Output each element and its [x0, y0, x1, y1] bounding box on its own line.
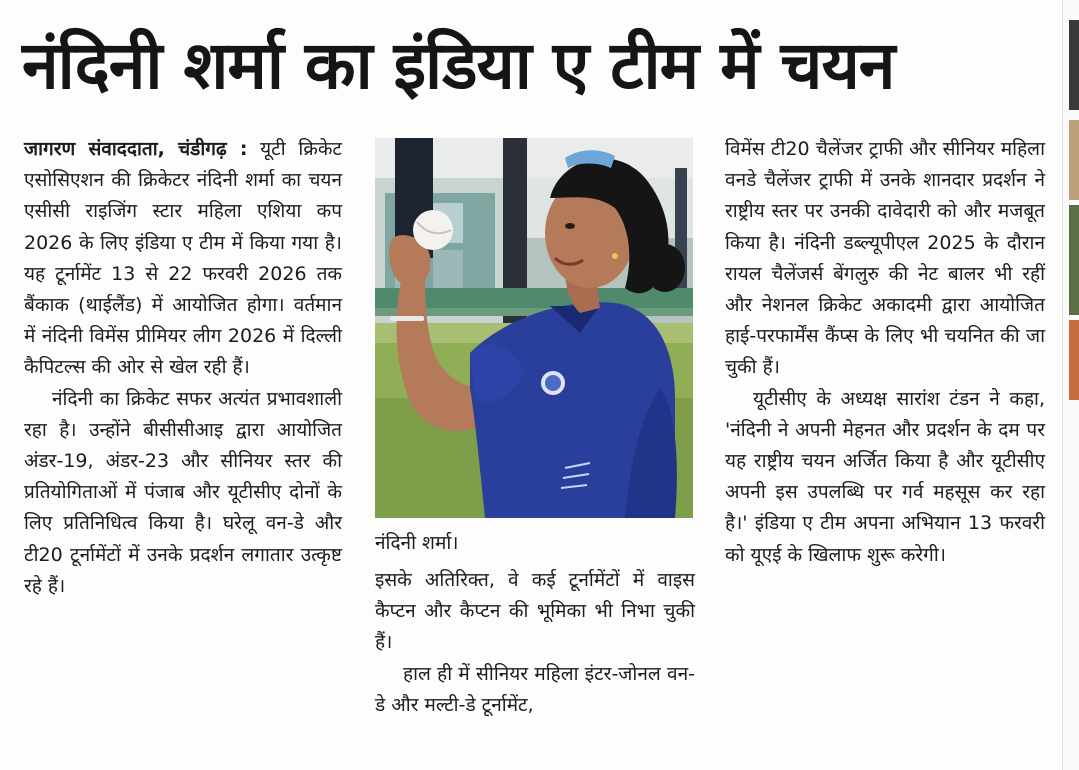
paragraph: यूटीसीए के अध्यक्ष सारांश टंडन ने कहा, 'नंदिनी ने अपनी मेहनत और प्रदर्शन के दम पर यह राष्ट्रीय चयन अर्जित किया है और यूटीसीए अपनी इस उपलब्धि पर गर्व महसूस कर रहा है।' इंडिया ए टीम अपना अभियान 13 फरवरी को यूएई के खिलाफ शुरू करेगी। — [725, 387, 1045, 566]
paragraph: इसके अतिरिक्त, वे कई टूर्नामेंटों में वाइस कैप्टन और कैप्टन की भूमिका भी निभा चुकी हैं। — [375, 569, 695, 654]
paragraph — [24, 134, 342, 384]
byline: जागरण संवाददाता, चंडीगढ़ : — [24, 138, 248, 160]
edge-mark — [1069, 120, 1079, 200]
edge-mark — [1069, 320, 1079, 400]
paragraph: नंदिनी का क्रिकेट सफर अत्यंत प्रभावशाली रहा है। उन्होंने बीसीसीआइ द्वारा आयोजित अंडर-19, अंडर-23 और सीनियर स्तर की प्रतियोगिताओं में पंजाब और यूटीसीए दोनों के लिए प्रतिनिधित्व किया है। घरेलू वन-डे और टी20 टूर्नामेंटों में उनके प्रदर्शन लगातार उत्कृष्ट रहे हैं। — [24, 387, 342, 597]
article-column-2 — [375, 565, 695, 721]
player-photo — [375, 138, 693, 518]
adjacent-page-edge — [1062, 0, 1079, 770]
edge-mark — [1069, 20, 1079, 110]
article-column-1 — [24, 134, 342, 602]
article-column-3 — [725, 134, 1045, 571]
paragraph-text: यूटी क्रिकेट एसोसिएशन की क्रिकेटर नंदिनी शर्मा का चयन एसीसी राइजिंग स्टार महिला एशिया कप 2026 के लिए इंडिया ए टीम में किया गया है। यह टूर्नामेंट 13 से 22 फरवरी 2026 तक बैंकाक (थाईलैंड) में आयोजित होगा। वर्तमान में नंदिनी विमेंस प्रीमियर लीग 2026 में दिल्ली कैपिटल्स की ओर से खेल रही हैं। — [24, 138, 343, 379]
paragraph: हाल ही में सीनियर महिला इंटर-जोनल वन-डे और मल्टी-डे टूर्नामेंट, — [375, 662, 695, 716]
edge-mark — [1069, 205, 1079, 315]
headline: नंदिनी शर्मा का इंडिया ए टीम में चयन — [22, 27, 895, 104]
photo-caption: नंदिनी शर्मा। — [375, 532, 459, 554]
paragraph: विमेंस टी20 चैलेंजर ट्राफी और सीनियर महिला वनडे चैलेंजर ट्राफी में उनके शानदार प्रदर्शन ने राष्ट्रीय स्तर पर उनकी दावेदारी को और मजबूत किया है। नंदिनी डब्ल्यूपीएल 2025 के दौरान रायल चैलेंजर्स बेंगलुरु की नेट बालर भी रहीं और नेशनल क्रिकेट अकादमी द्वारा आयोजित हाई-परफार्मेंस कैंप्स के लिए भी चयनित की जा चुकी हैं। — [725, 138, 1045, 379]
